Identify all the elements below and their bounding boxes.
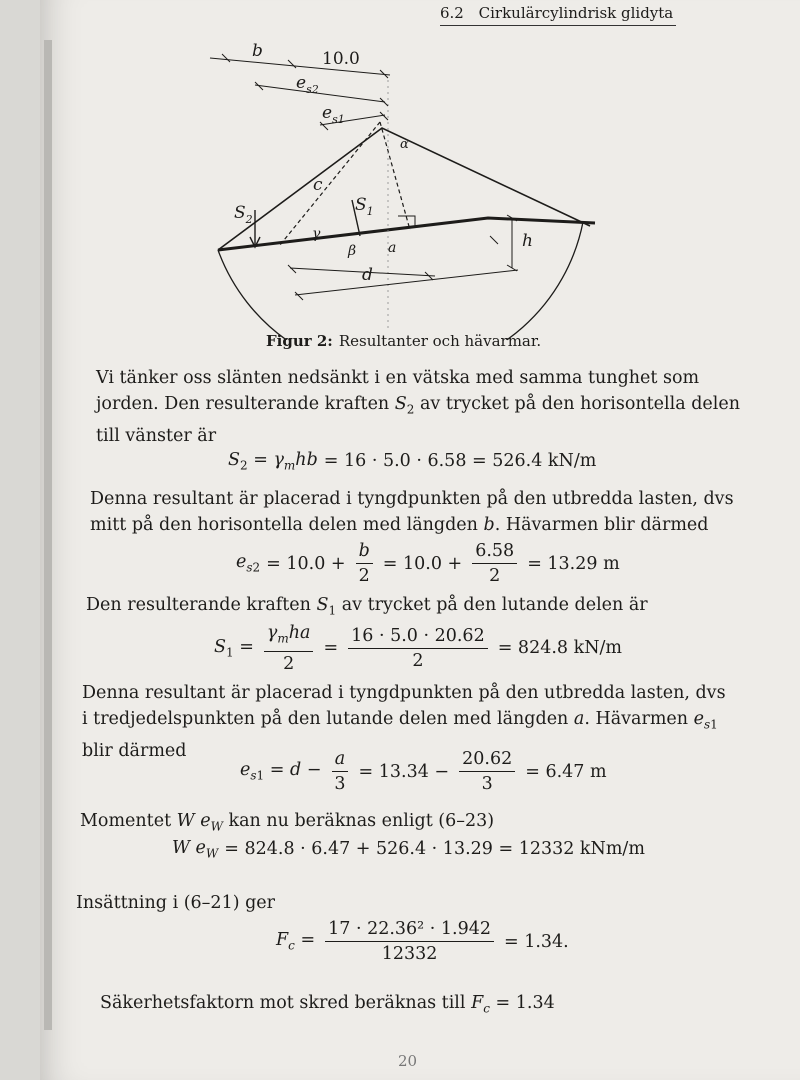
label-d: d xyxy=(362,265,373,285)
label-a: a xyxy=(388,240,397,256)
label-S1: $S_1$ xyxy=(355,195,374,218)
paragraph-1 xyxy=(96,365,740,449)
p4-line3: blir därmed xyxy=(82,740,187,761)
caption-label: Figur 2: xyxy=(266,332,333,350)
equation-S2: $S_2 = \gamma_mhb$ = 16 · 5.0 · 6.58 = 526.4 kN/m xyxy=(228,450,597,473)
label-10: 10.0 xyxy=(322,49,360,69)
label-beta: β xyxy=(348,243,357,259)
p4-line2: i tredjedelspunkten på den lutande delen med längden a. Hävarmen $e_{s1}$ xyxy=(82,709,718,732)
label-S2: $S_2$ xyxy=(234,203,253,226)
page-number: 20 xyxy=(398,1052,418,1070)
section-title: Cirkulärcylindrisk glidyta xyxy=(478,4,674,22)
tick-marks xyxy=(222,54,517,300)
margin-bar xyxy=(44,40,52,1030)
p2-line1: Denna resultant är placerad i tyngdpunkten på den utbredda lasten, dvs xyxy=(90,489,734,509)
label-c: c xyxy=(313,175,323,195)
equation-S1: $S_1$ = $\frac{\gamma_mha}{2}$ = $\frac{16 \cdot 5.0 \cdot 20.62}{2}$ = 824.8 kN/m xyxy=(214,623,622,674)
equation-es1: $e_{s1} = d$ − $\frac{a}{3}$ = 13.34 − $\frac{20.62}{3}$ = 6.47 m xyxy=(240,749,607,794)
dim-line-d xyxy=(295,270,518,295)
label-gamma: γ xyxy=(312,226,321,242)
caption-text: Resultanter och hävarmar. xyxy=(338,332,542,350)
paragraph-7: Säkerhetsfaktorn mot skred beräknas till $F_c = 1.34$ xyxy=(100,993,555,1016)
p1-line3: till vänster är xyxy=(96,425,217,446)
equation-W: W $e_W$ = 824.8 · 6.47 + 526.4 · 13.29 = 12332 kNm/m xyxy=(172,838,645,861)
slope-figure xyxy=(200,40,620,340)
paragraph-3: Den resulterande kraften $S_1$ av trycket på den lutande delen är xyxy=(86,595,648,618)
radius-line xyxy=(280,122,380,245)
label-alpha: α xyxy=(400,137,409,152)
paragraph-6: Insättning i (6–21) ger xyxy=(76,893,276,913)
equation-es2: $e_{s2}$ = 10.0 + $\frac{b}{2}$ = 10.0 + $\frac{6.58}{2}$ = 13.29 m xyxy=(236,541,620,586)
paragraph-2 xyxy=(90,486,734,538)
paragraph-5: Momentet W $e_W$ kan nu beräknas enligt (6–23) xyxy=(80,811,495,834)
label-es1: $e_{s1}$ xyxy=(322,103,345,126)
p4-line1: Denna resultant är placerad i tyngdpunkten på den utbredda lasten, dvs xyxy=(82,683,726,703)
label-b: b xyxy=(252,41,263,61)
p1-line1: Vi tänker oss slänten nedsänkt i en vätska med samma tunghet som xyxy=(96,368,700,388)
label-es2: $e_{s2}$ xyxy=(296,73,319,96)
section-number: 6.2 xyxy=(440,4,464,22)
eq-S2-rhs: = 16 · 5.0 · 6.58 = 526.4 kN/m xyxy=(323,451,597,472)
label-h: h xyxy=(522,231,533,251)
dim-line-es2 xyxy=(255,85,385,102)
p2-line2: mitt på den horisontella delen med längden b. Hävarmen blir därmed xyxy=(90,515,709,535)
equation-Fc: $F_c$ = $\frac{\text{17 · 22.36² · 1.942}}{12332}$ = 1.34. xyxy=(276,919,569,964)
figure-caption xyxy=(266,332,541,350)
running-header xyxy=(440,4,676,26)
p1-line2: jorden. Den resulterande kraften $S_2$ av trycket på den horisontella delen xyxy=(96,394,741,417)
ground-line xyxy=(218,218,595,250)
